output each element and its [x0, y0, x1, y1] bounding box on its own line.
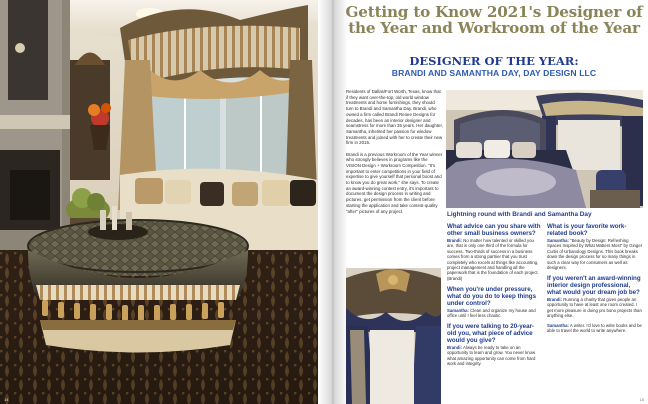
answer-speaker: Samantha: — [547, 323, 569, 329]
answer-text: A writer. I'd love to write books and be able to travel the world to write anywhere. — [547, 323, 642, 334]
designer-names: BRANDI AND SAMANTHA DAY, DAY DESIGN LLC — [391, 68, 597, 78]
answer — [547, 323, 643, 334]
body-paragraph: Brandi is a previous Workroom of the Year winner who strongly believes in programs like the VISION Design + Workroom Competition. "It's important to enter competitions in your field of expertise to give yourself that personal boost and to know you do great work," she says. To create an award-winning contest entry, it's important to document the design process in writing and pictures, get permission from the client before starting the application and take contest-quality "after" pictures of any project. — [346, 151, 443, 214]
answer-speaker: Brandi: — [447, 238, 463, 243]
page-number-right: 15 — [639, 397, 644, 402]
answer-speaker: Brandi: — [547, 296, 563, 302]
answer-text: Running a charity that gives people an opportunity to have at least one room created. I get more pleasure in doing pro bono projects than anything else. — [547, 296, 642, 319]
answer-text: "Beauty by Design: Refreshing Spaces Inspired by What Matters Most" by Ginger Curtis of Urbanology Designs. This book breaks down the design process for so many things in such a clear way for consumers as well as designers. — [547, 238, 643, 271]
valance-detail-photo — [346, 268, 441, 404]
answer — [547, 297, 643, 319]
qa-column-left — [447, 223, 541, 371]
answer-text: No matter how talented or skilled you are, that is only one third of the formula for success. Two-thirds of success in a business comes from a strong partner that you trust completely who excels at things like accounting, project management and handling all the paperwork that is the foundation of each project. (Brandi) — [447, 238, 539, 281]
designer-of-year-heading: DESIGNER OF THE YEAR: — [409, 54, 579, 68]
page-headline: Getting to Know 2021's Designer of the Year and Workroom of the Year — [345, 3, 643, 37]
answer-speaker: Samantha: — [547, 238, 569, 243]
answer-text: Always be ready to take on an opportunity to learn and grow. You never know what amazing opportunity can come from hard work and integrity. — [447, 345, 536, 367]
question: What is your favorite work-related book? — [547, 223, 627, 237]
ornate-living-room-photo — [0, 0, 318, 404]
answer-text: Clean and organize my house and office until I feel less chaotic. — [447, 307, 536, 319]
body-column — [346, 89, 443, 220]
answer-speaker: Samantha: — [447, 307, 469, 313]
ornate-bedroom-photo — [446, 90, 643, 208]
page-number-left: 14 — [4, 397, 9, 402]
answer — [547, 238, 643, 270]
answer — [447, 345, 541, 367]
question: If you weren't an award-winning interior design professional, what would your dream job be? — [547, 274, 641, 296]
lightning-round-title: Lightning round with Brandi and Samantha Day — [447, 211, 592, 218]
spread-gutter — [318, 0, 348, 404]
qa-column-right — [547, 223, 643, 338]
question: If you were talking to 20-year-old you, what piece of advice would you give? — [447, 323, 534, 345]
question: When you're under pressure, what do you do to keep things under control? — [447, 285, 537, 307]
answer — [447, 308, 541, 319]
question: What advice can you share with other small business owners? — [447, 223, 541, 237]
answer — [447, 238, 541, 281]
answer-speaker: Brandi: — [447, 345, 463, 351]
body-paragraph: Residents of Dallas/Fort Worth, Texas, know that if they want over-the-top, old world window treatments and home furnishings, they should turn to Brandi and Samantha Day. Brandi, who owned a firm called Brandi Renee Designs for decades, has been an interior designer and seamstress for more than 35 years. Her daughter, Samantha, inherited her passion for window treatments and joined with her to create their new firm in 2015. — [346, 89, 443, 146]
